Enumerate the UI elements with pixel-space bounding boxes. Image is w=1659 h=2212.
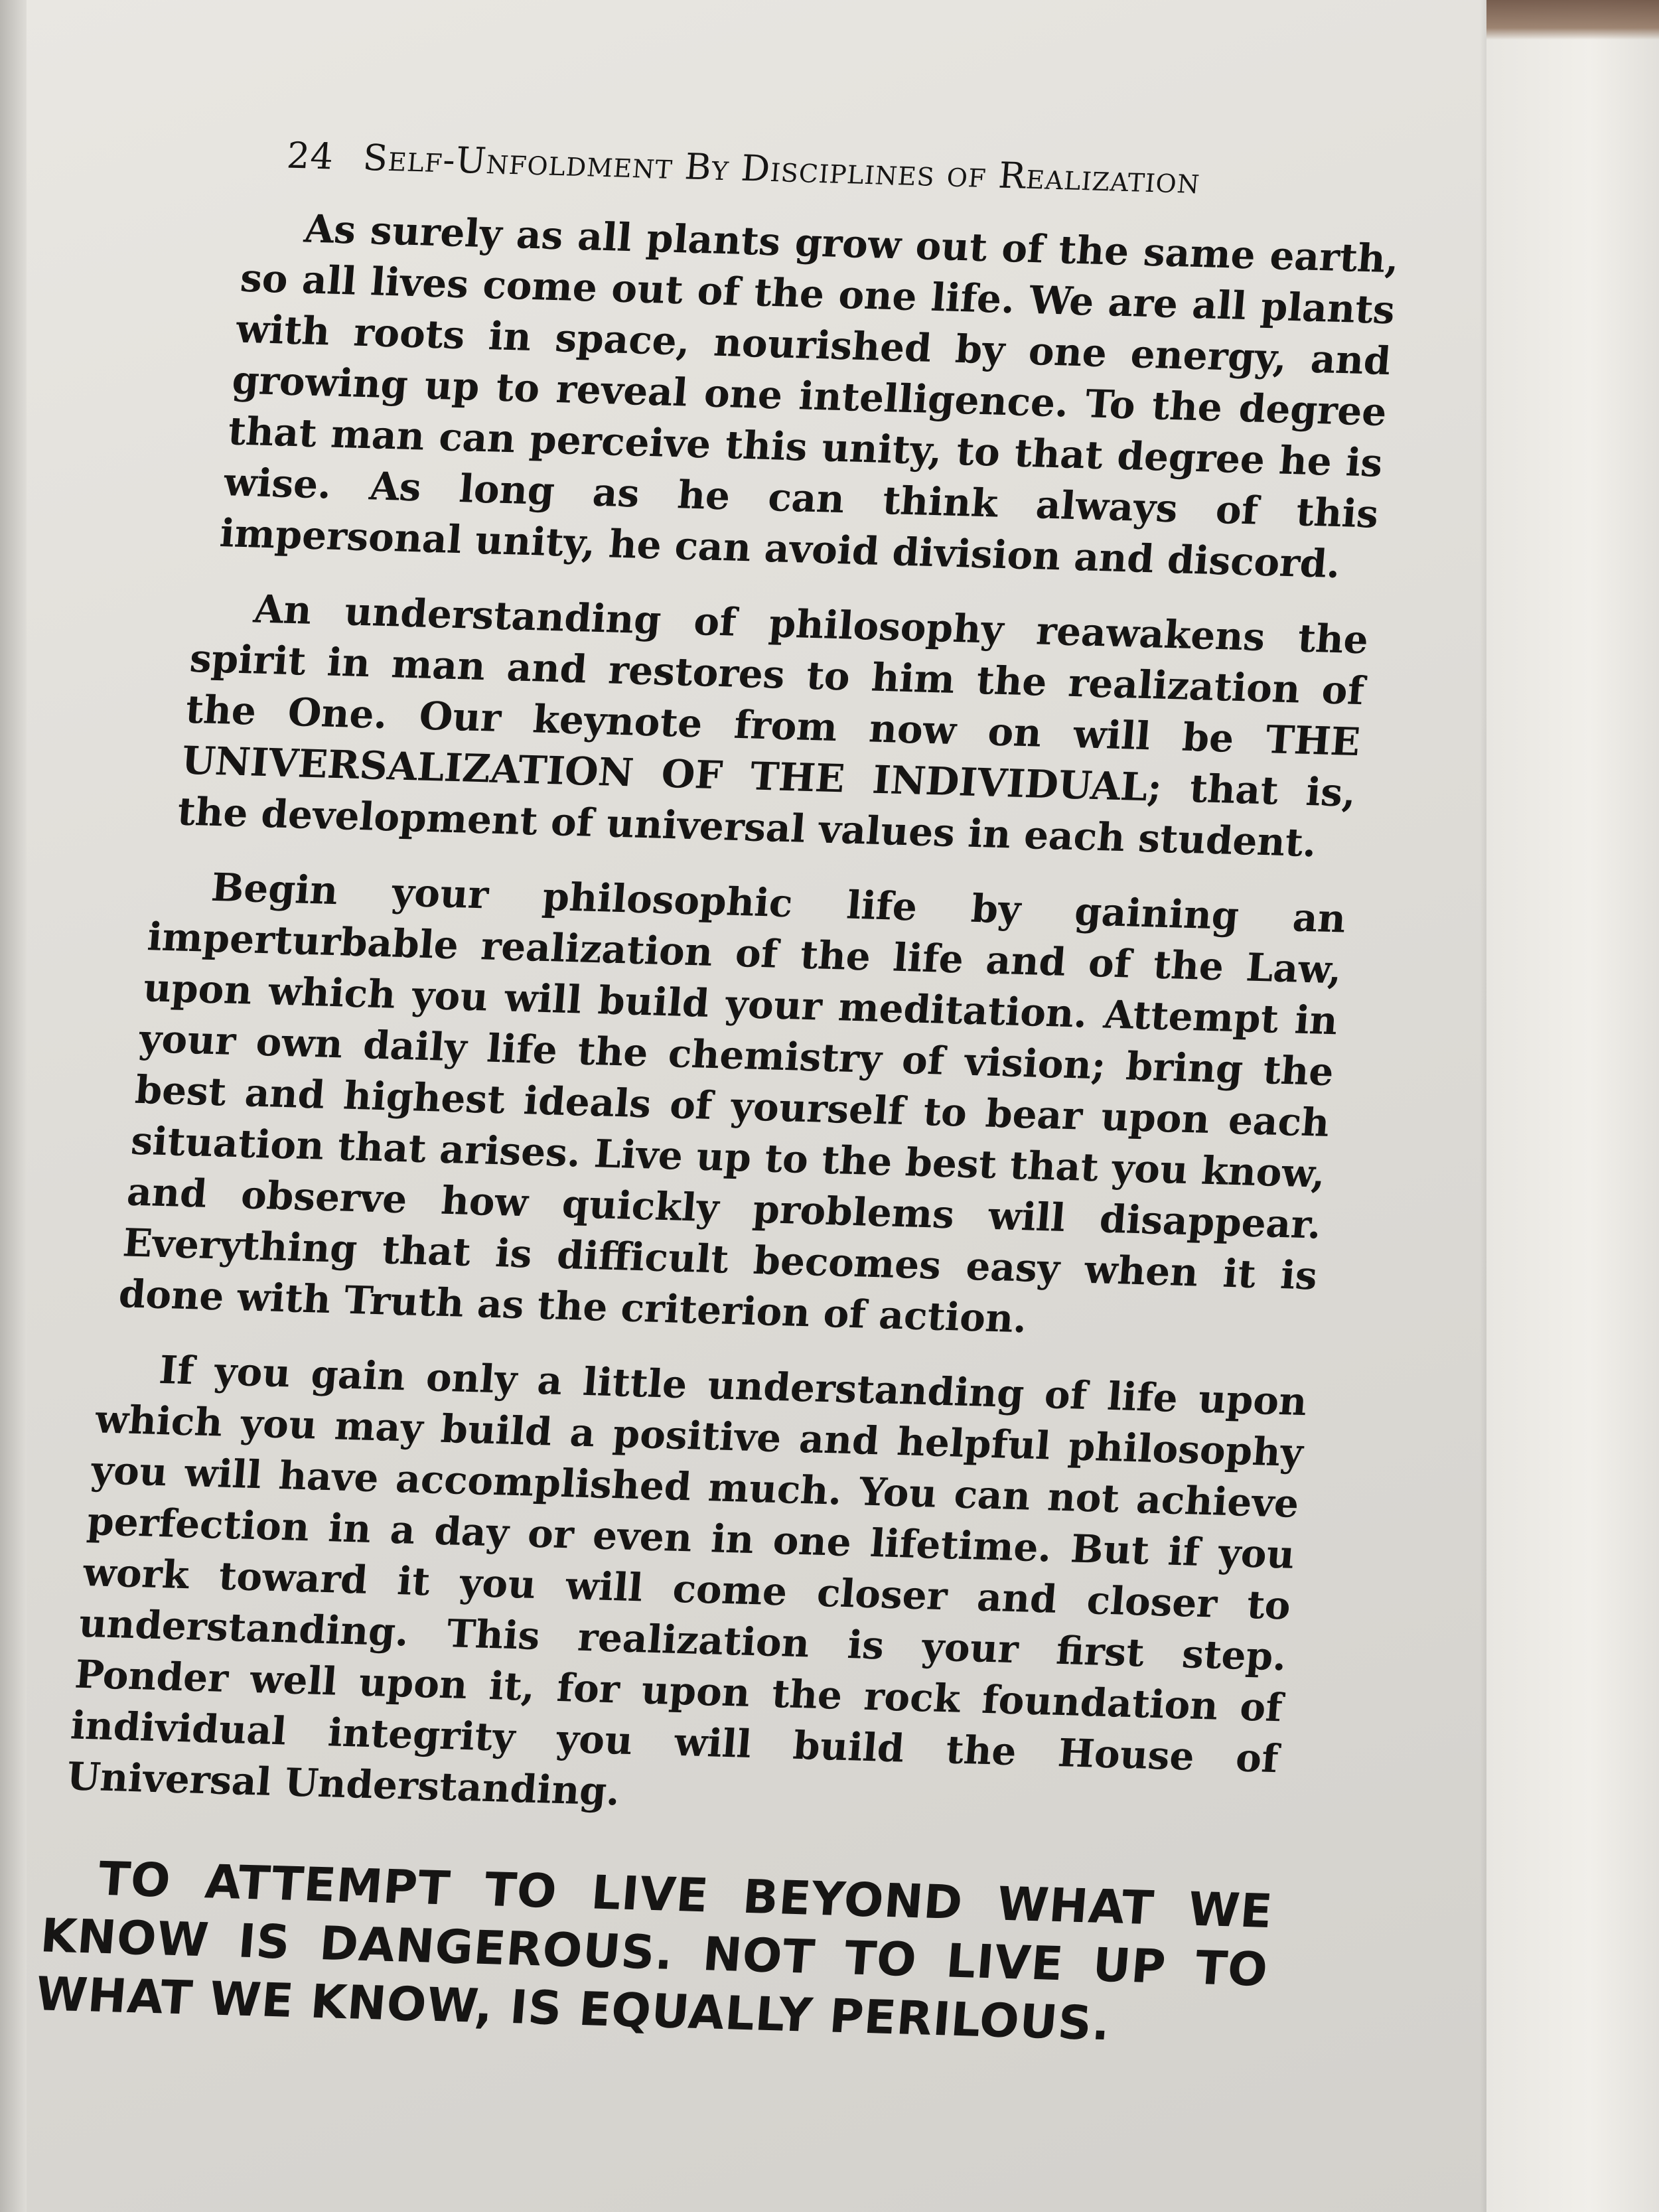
running-header xyxy=(285,135,1419,208)
running-header-title: Self-Unfoldment By Disciplines of Realization xyxy=(361,136,1202,202)
next-page-edge xyxy=(1486,0,1659,2212)
book-page xyxy=(27,0,1493,2212)
closing-quote: TO ATTEMPT TO LIVE BEYOND WHAT WE KNOW IS DANGEROUS. NOT TO LIVE UP TO WHAT WE KNOW, IS EQUALLY PERILOUS. xyxy=(33,1851,1275,2051)
paragraph-3: Begin your philosophic life by gaining an imperturbable realization of the life and of the Law, upon which you will build your meditation. Attempt in your own daily life the chemistry of vision; bring the best and highest ideals of yourself to bear upon each situation that arises. Live up to the best that you know, and observe how quickly problems will disappear. Everything that is difficult becomes easy when it is done with Truth as the criterion of action. xyxy=(117,864,1348,1342)
paragraph-4: If you gain only a little understanding of life upon which you may build a positive and helpful philosophy you will have accomplished much. You can not achieve perfection in a day or even in one lifetime. But if you work toward it you will come closer and closer to understanding. This realization is your first step. Ponder well upon it, for upon the rock foundation of individual integrity you will build the House of Universal Understanding. xyxy=(64,1347,1309,1814)
background-corner xyxy=(1486,0,1659,40)
paragraph-1: As surely as all plants grow out of the same earth, so all lives come out of the one life. We are all plants with roots in space, nourished by one energy, and growing up to reveal one intelligence. To the degree that man can perceive this unity, to that degree he is wise. As long as he can think always of this impersonal unity, he can avoid division and discord. xyxy=(218,206,1401,587)
page-number: 24 xyxy=(285,134,336,178)
page-text-block xyxy=(33,133,1420,2057)
paragraph-2: An understanding of philosophy reawakens the spirit in man and restores to him the realization of the One. Our keynote from now on will be THE UNIVERSALIZATION OF THE INDIVIDUAL; that is, the development of universal values in each student. xyxy=(176,586,1370,866)
